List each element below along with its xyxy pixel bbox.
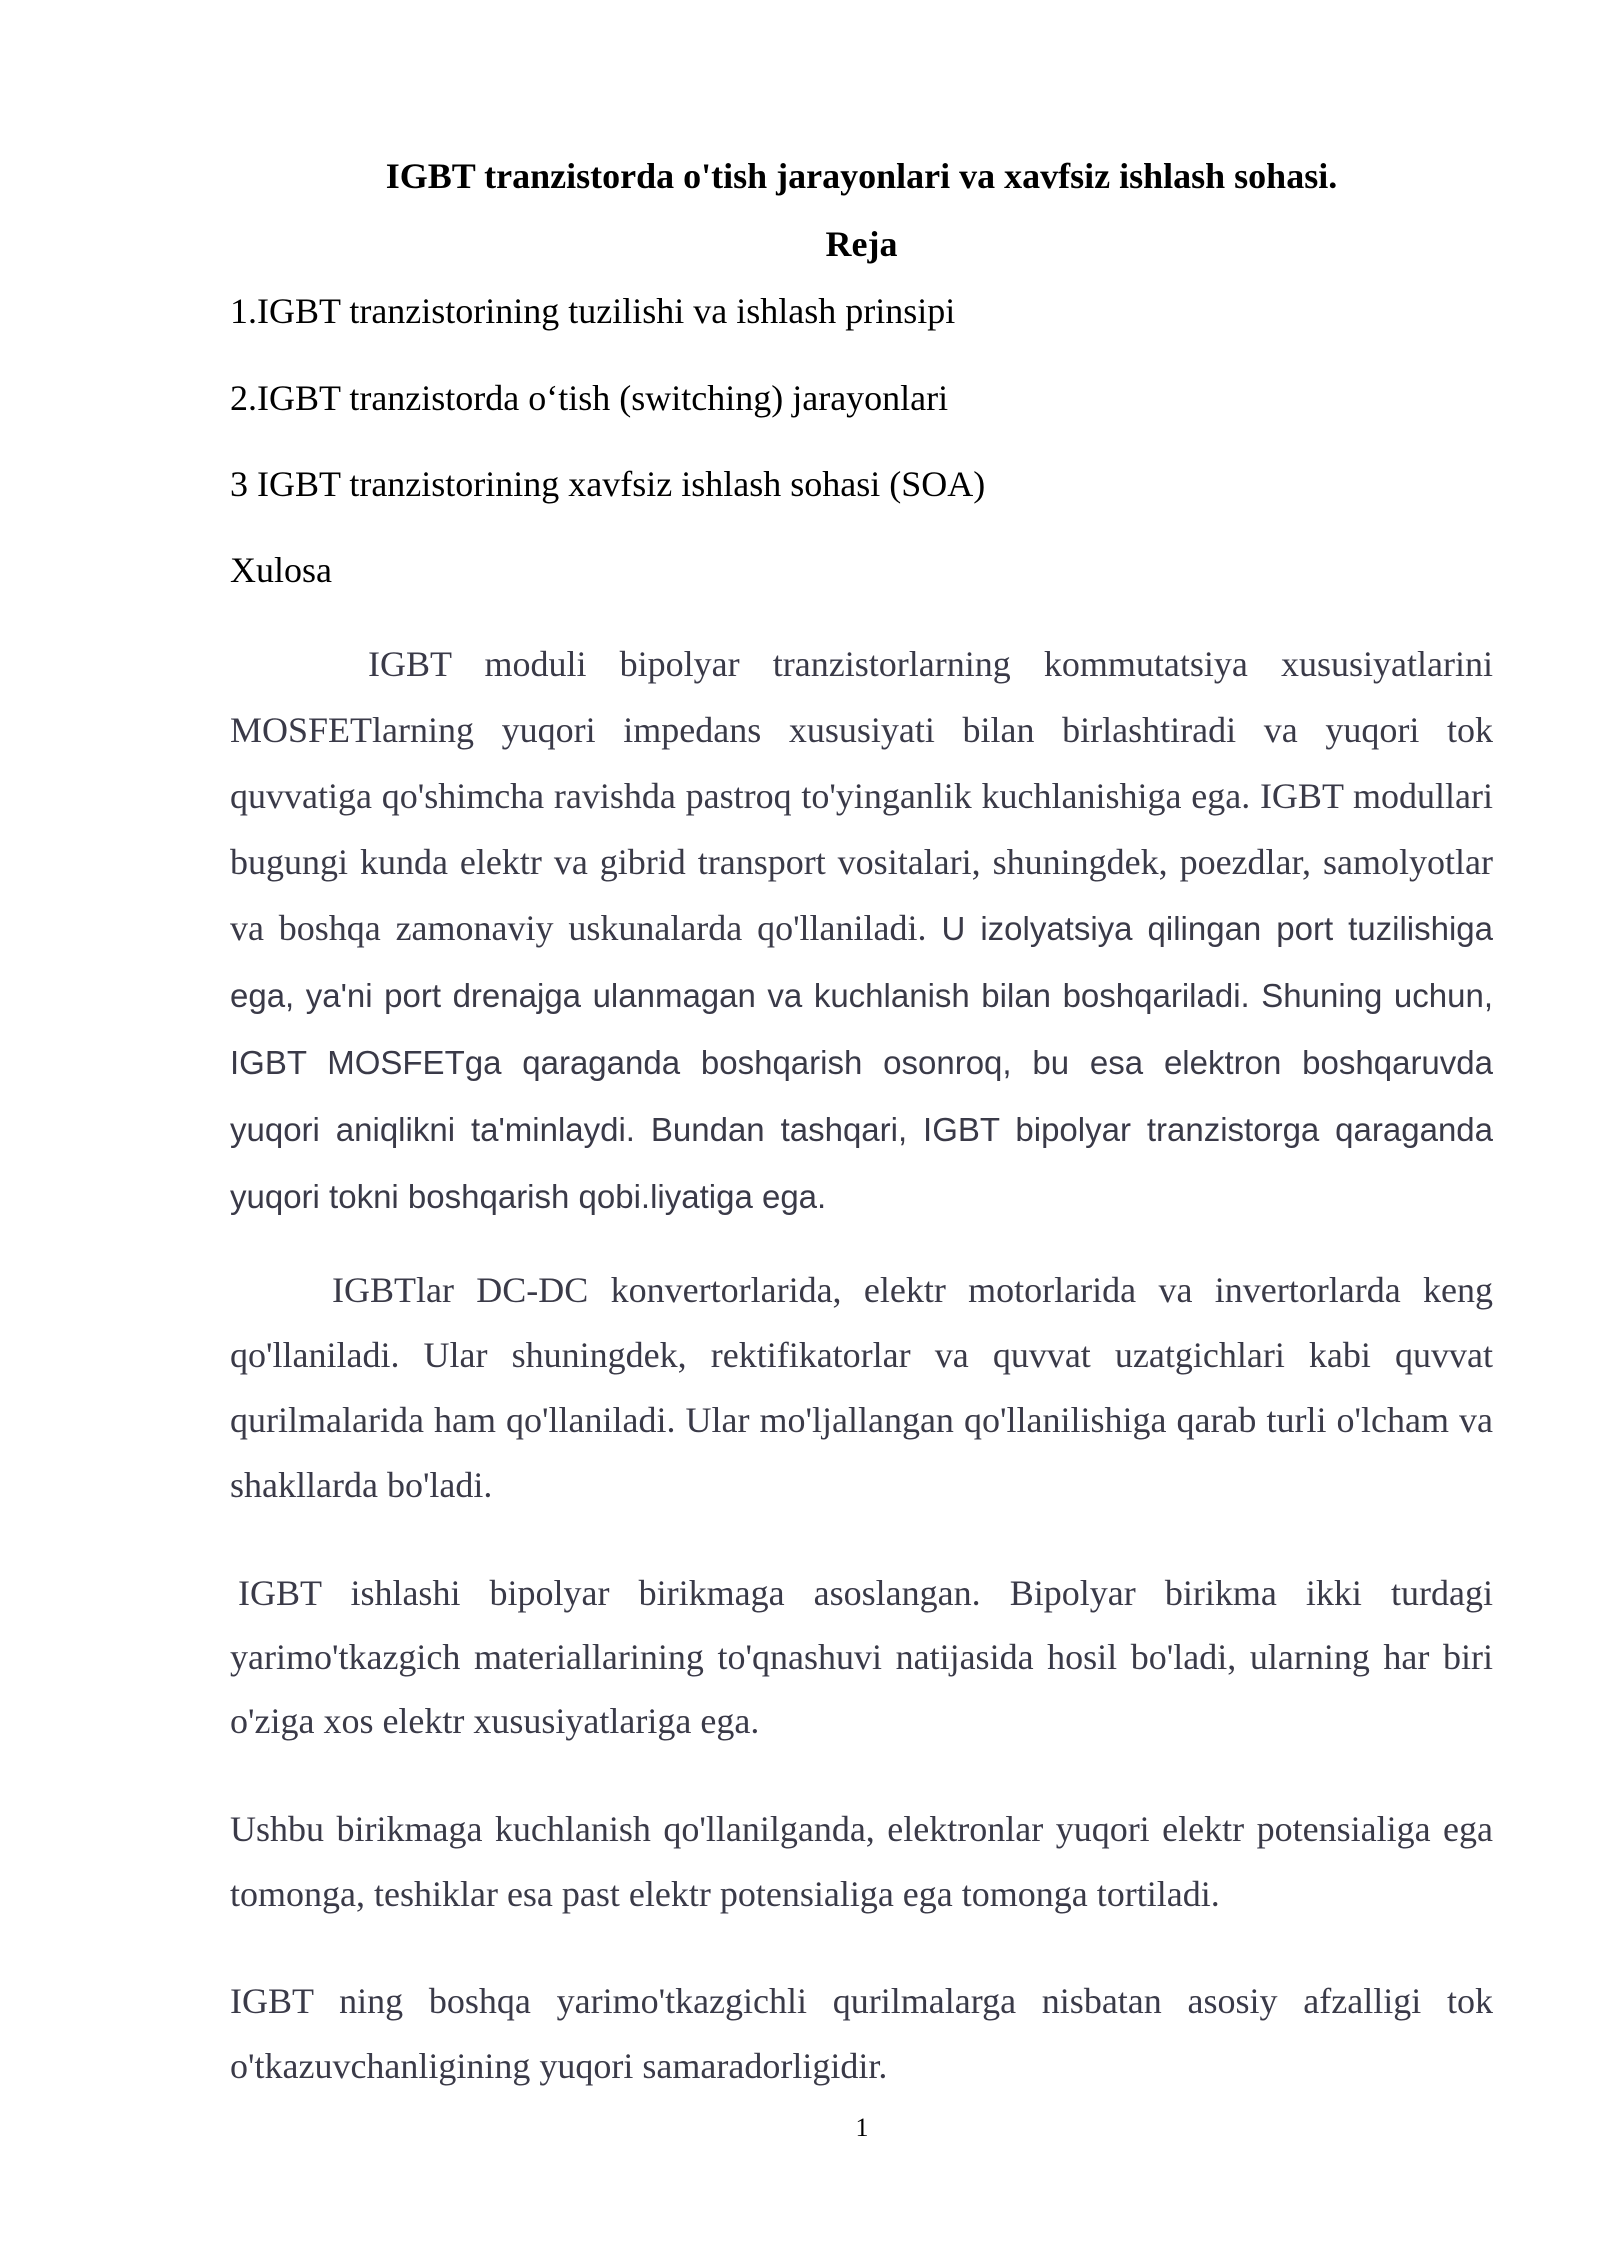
plan-item-2: 2.IGBT tranzistorda o‘tish (switching) jarayonlari (230, 378, 949, 418)
paragraph-1-serif-text: IGBT moduli bipolyar tranzistorlarning kommutatsiya xususiyatlarini MOSFETlarning yuqori impedans xususiyati bilan birlashtiradi va yuqori tok quvvatiga qo'shimcha ravishda pastroq to'yinganlik kuchlanishiga ega. IGBT modullari bugungi kunda elektr va gibrid transport vositalari, shuningdek, poezdlar, samolyotlar va boshqa zamonaviy uskunalarda qo'llaniladi. (230, 644, 1493, 948)
document-title: IGBT tranzistorda o'tish jarayonlari va xavfsiz ishlash sohasi. (385, 156, 1338, 196)
paragraph-4: Ushbu birikmaga kuchlanish qo'llanilganda, elektronlar yuqori elektr potensialiga ega tomonga, teshiklar esa past elektr potensialiga ega tomonga tortiladi. (230, 1809, 1493, 1914)
page-number: 1 (855, 2113, 869, 2142)
paragraph-5: IGBT ning boshqa yarimo'tkazgichli qurilmalarga nisbatan asosiy afzalligi tok o'tkazuvchanligining yuqori samaradorligidir. (230, 1981, 1493, 2086)
plan-item-1: 1.IGBT tranzistorining tuzilishi va ishlash prinsipi (230, 291, 956, 331)
plan-heading: Reja (825, 224, 898, 264)
paragraph-2: IGBTlar DC-DC konvertorlarida, elektr motorlarida va invertorlarda keng qo'llaniladi. Ular shuningdek, rektifikatorlar va quvvat uzatgichlari kabi quvvat qurilmalarida ham qo'llaniladi. Ular mo'ljallangan qo'llanilishiga qarab turli o'lcham va shakllarda bo'ladi. (230, 1270, 1493, 1505)
paragraph-1 (230, 631, 1493, 1230)
plan-item-conclusion: Xulosa (230, 550, 332, 590)
plan-item-3: 3 IGBT tranzistorining xavfsiz ishlash sohasi (SOA) (230, 464, 986, 504)
paragraph-3: IGBT ishlashi bipolyar birikmaga asoslangan. Bipolyar birikma ikki turdagi yarimo'tkazgich materiallarining to'qnashuvi natijasida hosil bo'ladi, ularning har biri o'ziga xos elektr xususiyatlariga ega. (230, 1573, 1493, 1741)
paragraph-1-sans-text: U izolyatsiya qilingan port tuzilishiga ega, ya'ni port drenajga ulanmagan va kuchlanish bilan boshqariladi. Shuning uchun, IGBT MOSFETga qaraganda boshqarish osonroq, bu esa elektron boshqaruvda yuqori aniqlikni ta'minlaydi. Bundan tashqari, IGBT bipolyar tranzistorga qaraganda yuqori tokni boshqarish qobi.liyatiga ega. (230, 910, 1493, 1215)
